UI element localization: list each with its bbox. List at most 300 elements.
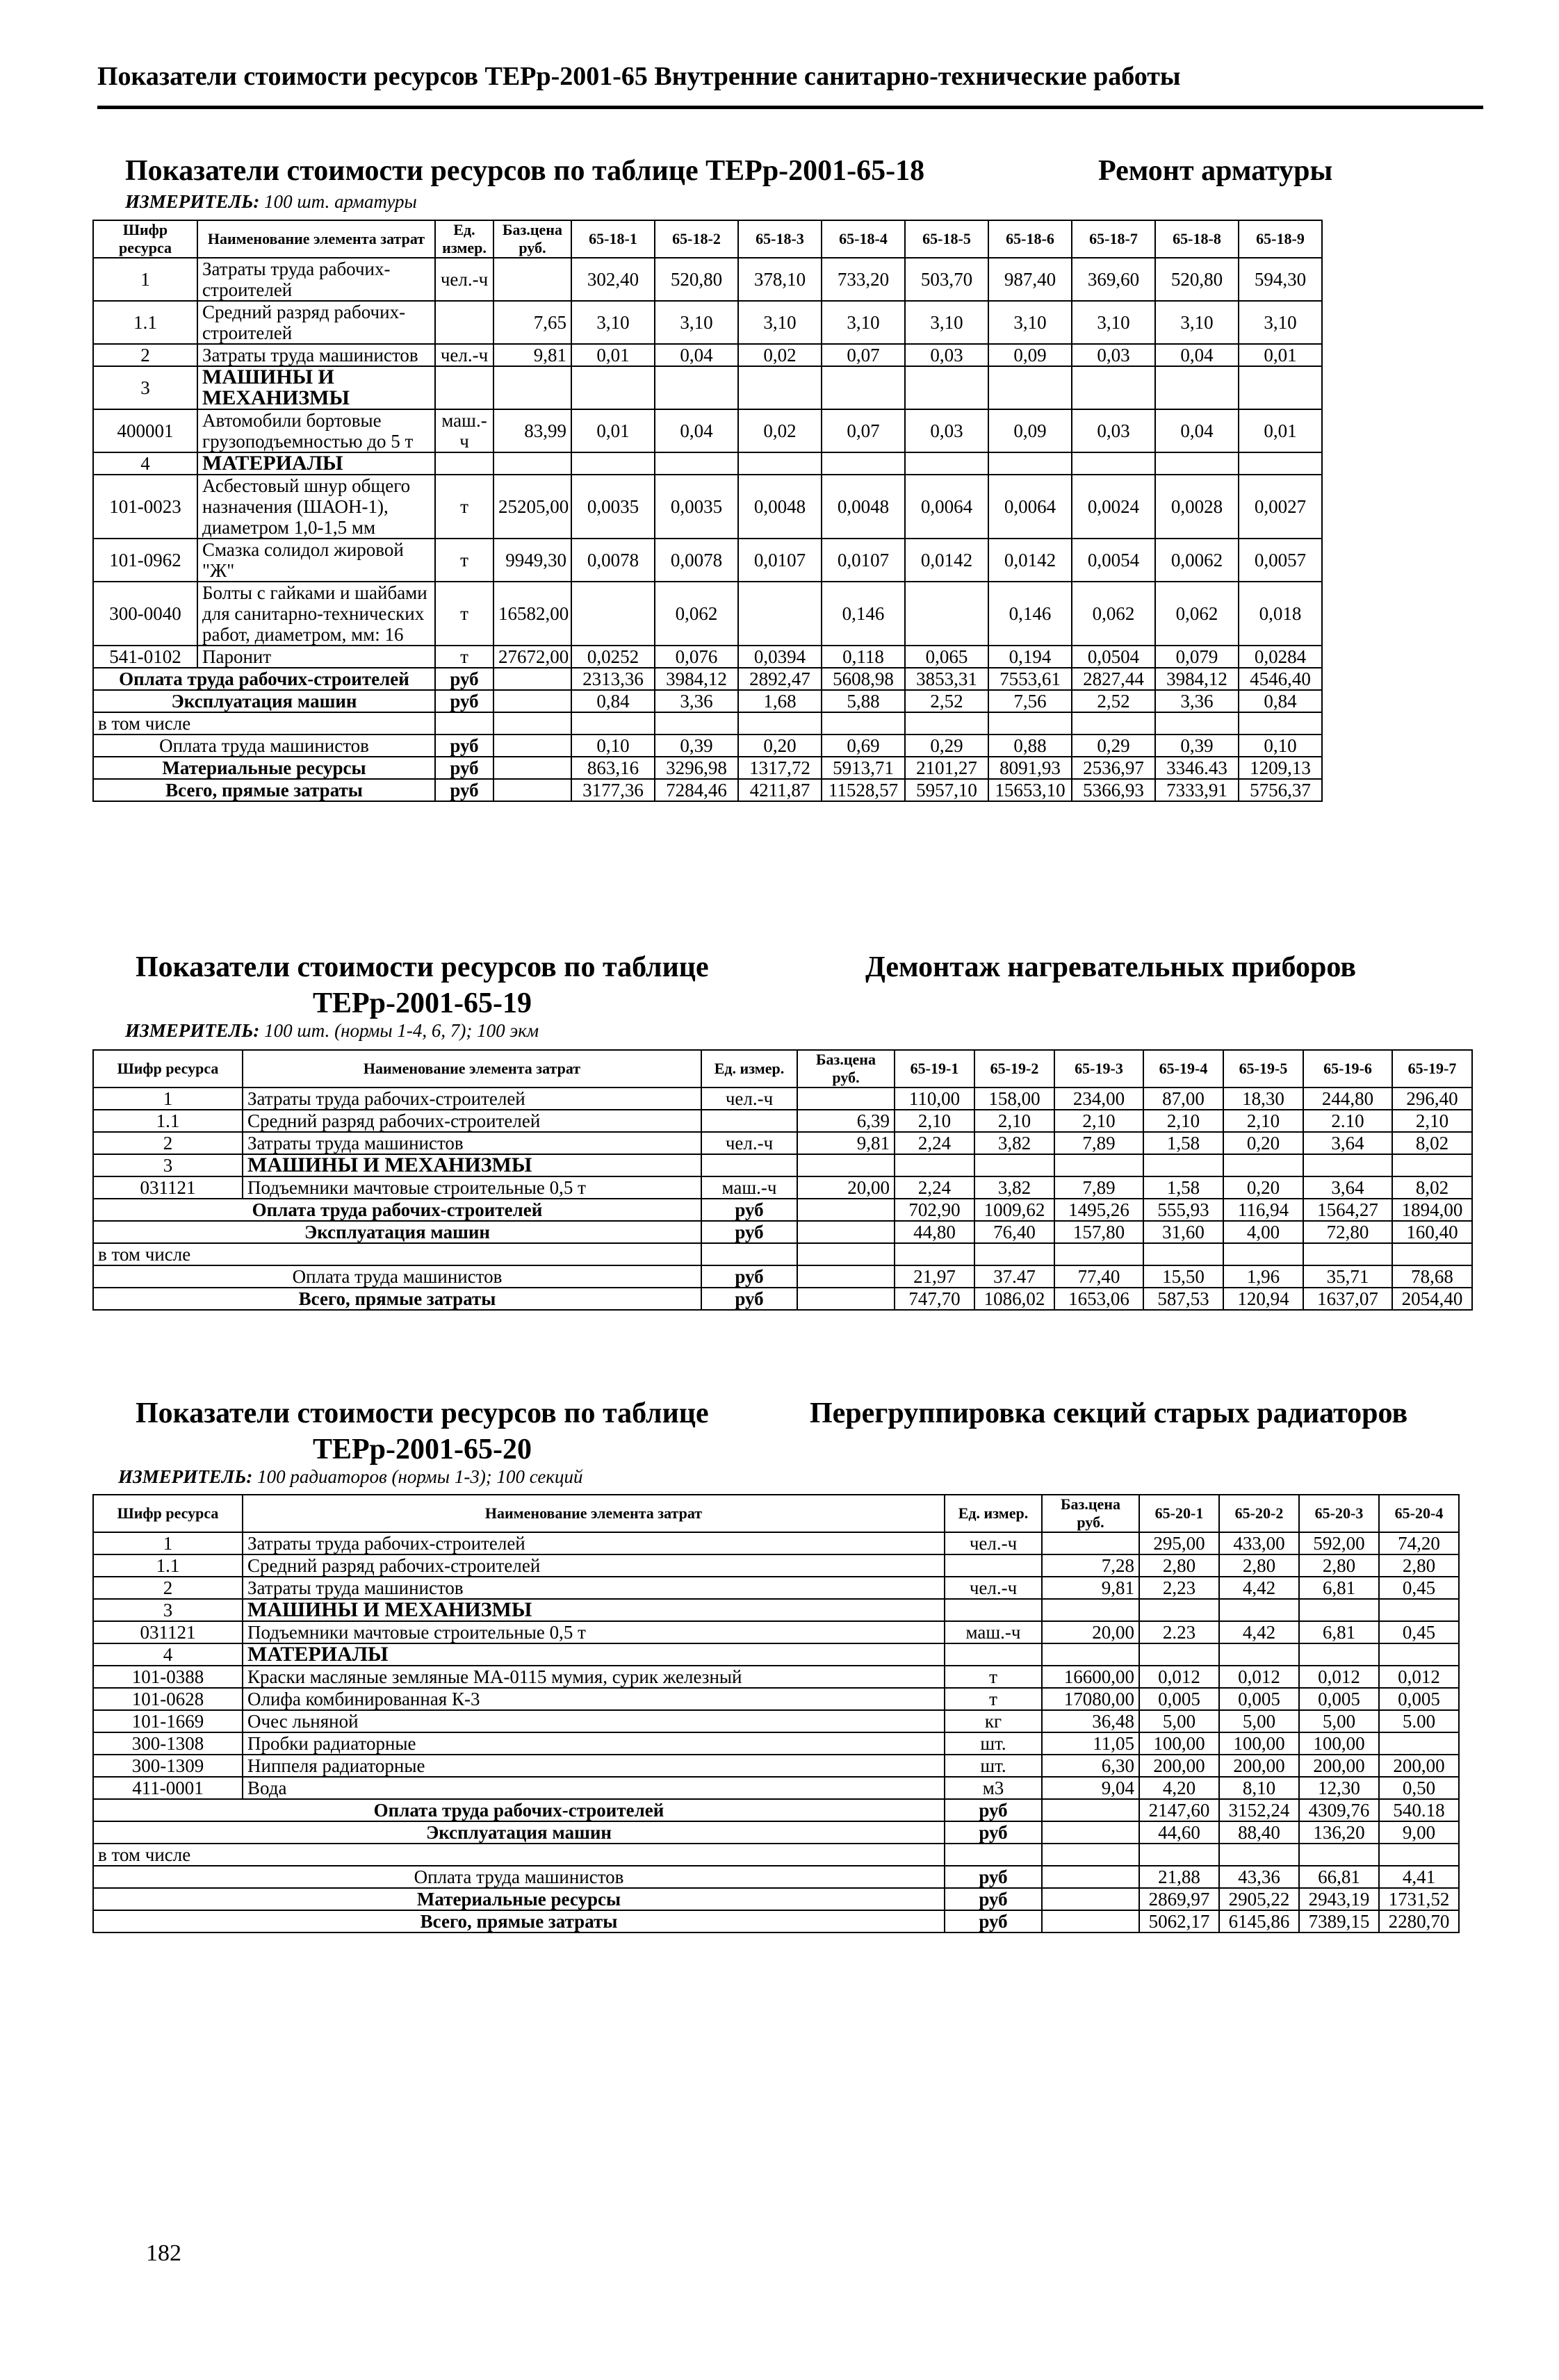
totals-label: Оплата труда машинистов [93,1866,945,1888]
totals-price-empty [1042,1799,1139,1821]
totals-value: 0,88 [988,734,1072,757]
table-row [93,1621,1459,1643]
totals-label: Эксплуатация машин [93,690,435,712]
norm-value [1155,366,1239,409]
section-19-subtitle: Демонтаж нагревательных приборов [865,951,1357,983]
norm-value: 100,00 [1219,1732,1299,1755]
column-header: Наименование элемента затрат [243,1050,701,1088]
norm-value: 0,194 [988,646,1072,668]
cost-element-name: Затраты труда машинистов [197,344,435,366]
norm-value: 3,10 [655,301,738,344]
norm-value: 2,10 [1054,1110,1143,1132]
unit: чел.-ч [945,1532,1042,1554]
totals-value: 5062,17 [1139,1910,1219,1932]
norm-value: 2,10 [895,1110,974,1132]
norm-value: 0,0107 [738,539,822,582]
totals-value: 2869,97 [1139,1888,1219,1910]
totals-unit: руб [945,1910,1042,1932]
totals-value: 5,88 [822,690,905,712]
norm-value: 12,30 [1299,1777,1379,1799]
norm-value: 433,00 [1219,1532,1299,1554]
norm-value: 234,00 [1054,1088,1143,1110]
totals-value: 7553,61 [988,668,1072,690]
totals-row [93,1221,1472,1243]
totals-value: 5957,10 [905,779,988,801]
column-header: Шифр ресурса [93,1050,243,1088]
unit: т [435,539,493,582]
norm-value: 200,00 [1299,1755,1379,1777]
totals-value: 2,52 [905,690,988,712]
totals-row [93,1866,1459,1888]
column-header: 65-19-4 [1143,1050,1223,1088]
norm-value [1219,1599,1299,1621]
unit: маш.-ч [701,1176,797,1199]
norm-value: 3,10 [1155,301,1239,344]
norm-value: 0,45 [1379,1621,1459,1643]
norm-value: 5,00 [1299,1710,1379,1732]
norm-value: 0,0057 [1239,539,1322,582]
cost-element-name: МАШИНЫ И МЕХАНИЗМЫ [197,366,435,409]
totals-price-empty [493,690,571,712]
totals-value: 5913,71 [822,757,905,779]
totals-value [738,712,822,734]
unit: чел.-ч [435,258,493,301]
totals-value: 3984,12 [655,668,738,690]
totals-value: 2536,97 [1072,757,1155,779]
norm-value: 0,0024 [1072,475,1155,539]
resource-code: 1.1 [93,1110,243,1132]
base-price: 20,00 [1042,1621,1139,1643]
totals-label: Всего, прямые затраты [93,1288,701,1310]
unit: т [945,1666,1042,1688]
norm-value: 0,45 [1379,1577,1459,1599]
norm-value: 0,0064 [988,475,1072,539]
totals-value: 136,20 [1299,1821,1379,1844]
norm-value [1139,1599,1219,1621]
norm-value [1219,1643,1299,1666]
norm-value [988,452,1072,475]
table-row [93,1532,1459,1554]
norm-value: 0,0078 [571,539,655,582]
table-65-18 [92,220,1323,802]
column-header: Баз.цена руб. [493,220,571,258]
totals-value: 0,29 [1072,734,1155,757]
totals-row [93,779,1322,801]
table-row [93,258,1322,301]
base-price: 25205,00 [493,475,571,539]
cost-element-name: Затраты труда машинистов [243,1577,945,1599]
totals-row [93,712,1322,734]
unit [435,301,493,344]
norm-value: 296,40 [1392,1088,1472,1110]
cost-element-name: Вода [243,1777,945,1799]
norm-value: 0,01 [571,409,655,452]
base-price: 6,30 [1042,1755,1139,1777]
totals-value: 4546,40 [1239,668,1322,690]
norm-value: 0,012 [1139,1666,1219,1688]
table-row [93,301,1322,344]
table-row [93,1176,1472,1199]
resource-code: 3 [93,366,197,409]
cost-element-name: МАТЕРИАЛЫ [243,1643,945,1666]
totals-unit: руб [945,1866,1042,1888]
unit [701,1154,797,1176]
unit: шт. [945,1755,1042,1777]
table-header-row [93,1050,1472,1088]
resource-code: 4 [93,452,197,475]
totals-unit [435,712,493,734]
table-row [93,1688,1459,1710]
norm-value [1379,1643,1459,1666]
section-20-meter: ИЗМЕРИТЕЛЬ: 100 радиаторов (нормы 1-3); 100 секций [118,1466,583,1487]
table-row [93,1132,1472,1154]
norm-value: 0,04 [655,344,738,366]
totals-row [93,1243,1472,1265]
norm-value [822,452,905,475]
totals-value [905,712,988,734]
totals-value: 1009,62 [974,1199,1054,1221]
totals-unit: руб [701,1265,797,1288]
norm-value: 3,64 [1303,1176,1392,1199]
base-price: 16582,00 [493,582,571,646]
norm-value: 5.00 [1379,1710,1459,1732]
totals-value [1379,1844,1459,1866]
column-header: 65-18-1 [571,220,655,258]
norm-value: 0,20 [1223,1176,1303,1199]
norm-value: 0,03 [1072,344,1155,366]
cost-element-name: Паронит [197,646,435,668]
norm-value: 0,04 [1155,409,1239,452]
totals-price-empty [493,668,571,690]
table-row [93,1643,1459,1666]
totals-value: 3177,36 [571,779,655,801]
totals-value: 0,10 [571,734,655,757]
totals-value: 157,80 [1054,1221,1143,1243]
resource-code: 2 [93,1577,243,1599]
totals-value: 1894,00 [1392,1199,1472,1221]
norm-value [738,582,822,646]
column-header: 65-19-5 [1223,1050,1303,1088]
column-header: 65-19-1 [895,1050,974,1088]
norm-value: 592,00 [1299,1532,1379,1554]
table-row [93,582,1322,646]
cost-element-name: Средний разряд рабочих-строителей [243,1110,701,1132]
norm-value: 2,24 [895,1176,974,1199]
base-price: 9949,30 [493,539,571,582]
resource-code: 1 [93,1532,243,1554]
column-header: Шифр ресурса [93,220,197,258]
totals-value: 2892,47 [738,668,822,690]
norm-value: 5,00 [1139,1710,1219,1732]
table-65-19 [92,1049,1473,1311]
base-price: 7,28 [1042,1554,1139,1577]
totals-value: 7,56 [988,690,1072,712]
norm-value: 8,10 [1219,1777,1299,1799]
totals-row [93,668,1322,690]
totals-value [1239,712,1322,734]
totals-value: 3,36 [1155,690,1239,712]
resource-code: 101-0023 [93,475,197,539]
table-header-row [93,1495,1459,1532]
norm-value: 0,07 [822,344,905,366]
norm-value: 0,0035 [571,475,655,539]
norm-value [571,582,655,646]
norm-value: 0,076 [655,646,738,668]
table-row [93,1666,1459,1688]
norm-value [738,452,822,475]
totals-value [1299,1844,1379,1866]
cost-element-name: МАШИНЫ И МЕХАНИЗМЫ [243,1599,945,1621]
totals-label: Оплата труда рабочих-строителей [93,1799,945,1821]
totals-value [822,712,905,734]
norm-value: 0,03 [905,409,988,452]
norm-value: 3,10 [822,301,905,344]
norm-value: 0,079 [1155,646,1239,668]
totals-value: 1564,27 [1303,1199,1392,1221]
norm-value: 0,012 [1219,1666,1299,1688]
unit: чел.-ч [945,1577,1042,1599]
norm-value: 4,20 [1139,1777,1219,1799]
cost-element-name: Подъемники мачтовые строительные 0,5 т [243,1621,945,1643]
totals-label: в том числе [93,712,435,734]
resource-code: 2 [93,344,197,366]
totals-price-empty [797,1243,895,1265]
unit: чел.-ч [701,1132,797,1154]
norm-value [1303,1154,1392,1176]
totals-value: 0,10 [1239,734,1322,757]
resource-code: 411-0001 [93,1777,243,1799]
totals-value: 44,80 [895,1221,974,1243]
column-header: Ед. измер. [945,1495,1042,1532]
norm-value: 0,0035 [655,475,738,539]
norm-value: 520,80 [655,258,738,301]
norm-value: 200,00 [1219,1755,1299,1777]
cost-element-name: Затраты труда рабочих-строителей [243,1532,945,1554]
unit [701,1110,797,1132]
base-price: 27672,00 [493,646,571,668]
cost-element-name: Ниппеля радиаторные [243,1755,945,1777]
unit: чел.-ч [701,1088,797,1110]
totals-row [93,1821,1459,1844]
table-row [93,1777,1459,1799]
totals-value: 3296,98 [655,757,738,779]
column-header: 65-19-3 [1054,1050,1143,1088]
totals-value: 6145,86 [1219,1910,1299,1932]
totals-unit: руб [945,1821,1042,1844]
base-price: 20,00 [797,1176,895,1199]
norm-value [1299,1599,1379,1621]
totals-value: 2313,36 [571,668,655,690]
column-header: 65-20-2 [1219,1495,1299,1532]
table-row [93,1599,1459,1621]
totals-price-empty [493,734,571,757]
norm-value [1072,452,1155,475]
totals-value: 66,81 [1299,1866,1379,1888]
totals-value: 21,97 [895,1265,974,1288]
totals-value: 5366,93 [1072,779,1155,801]
totals-value: 2054,40 [1392,1288,1472,1310]
totals-value: 2101,27 [905,757,988,779]
totals-label: Оплата труда рабочих-строителей [93,1199,701,1221]
totals-value: 76,40 [974,1221,1054,1243]
totals-value: 2905,22 [1219,1888,1299,1910]
totals-value: 1086,02 [974,1288,1054,1310]
totals-row [93,1199,1472,1221]
norm-value: 3,10 [738,301,822,344]
totals-value: 1,68 [738,690,822,712]
norm-value: 3,10 [571,301,655,344]
base-price [1042,1643,1139,1666]
norm-value: 520,80 [1155,258,1239,301]
norm-value: 2,10 [1223,1110,1303,1132]
norm-value: 0,0054 [1072,539,1155,582]
cost-element-name: Автомобили бортовые грузоподъемностью до 5 т [197,409,435,452]
unit [945,1599,1042,1621]
table-row [93,1110,1472,1132]
totals-unit: руб [701,1221,797,1243]
totals-label: Эксплуатация машин [93,1821,945,1844]
totals-value [1072,712,1155,734]
base-price: 36,48 [1042,1710,1139,1732]
unit: кг [945,1710,1042,1732]
totals-label: Эксплуатация машин [93,1221,701,1243]
resource-code: 300-0040 [93,582,197,646]
header-divider [97,106,1483,109]
norm-value: 0,005 [1219,1688,1299,1710]
unit: шт. [945,1732,1042,1755]
totals-unit: руб [701,1288,797,1310]
norm-value: 2,80 [1299,1554,1379,1577]
norm-value [738,366,822,409]
table-row [93,452,1322,475]
cost-element-name: Подъемники мачтовые строительные 0,5 т [243,1176,701,1199]
norm-value [571,366,655,409]
column-header: 65-18-7 [1072,220,1155,258]
totals-value: 0,84 [1239,690,1322,712]
totals-row [93,1288,1472,1310]
norm-value: 110,00 [895,1088,974,1110]
totals-unit: руб [945,1888,1042,1910]
unit: маш.-ч [945,1621,1042,1643]
totals-value [1303,1243,1392,1265]
table-row [93,1755,1459,1777]
norm-value: 7,89 [1054,1176,1143,1199]
norm-value: 0,01 [571,344,655,366]
unit: м3 [945,1777,1042,1799]
norm-value: 0,0048 [822,475,905,539]
totals-price-empty [1042,1821,1139,1844]
norm-value: 0,02 [738,344,822,366]
column-header: 65-19-6 [1303,1050,1392,1088]
base-price: 11,05 [1042,1732,1139,1755]
norm-value [974,1154,1054,1176]
norm-value: 6,81 [1299,1621,1379,1643]
norm-value [1072,366,1155,409]
column-header: Наименование элемента затрат [243,1495,945,1532]
table-row [93,1088,1472,1110]
totals-value: 2147,60 [1139,1799,1219,1821]
norm-value: 87,00 [1143,1088,1223,1110]
norm-value: 8,02 [1392,1132,1472,1154]
norm-value: 2,24 [895,1132,974,1154]
norm-value: 0,0142 [988,539,1072,582]
totals-value [1219,1844,1299,1866]
table-row [93,646,1322,668]
norm-value: 74,20 [1379,1532,1459,1554]
norm-value [1143,1154,1223,1176]
norm-value: 0,03 [1072,409,1155,452]
norm-value: 0,02 [738,409,822,452]
totals-price-empty [797,1265,895,1288]
totals-value: 587,53 [1143,1288,1223,1310]
table-row [93,539,1322,582]
norm-value: 0,0394 [738,646,822,668]
totals-value: 2943,19 [1299,1888,1379,1910]
totals-value: 4211,87 [738,779,822,801]
totals-value: 5608,98 [822,668,905,690]
column-header: 65-18-6 [988,220,1072,258]
unit [435,366,493,409]
norm-value [905,366,988,409]
section-18-subtitle: Ремонт арматуры [1098,155,1333,187]
norm-value: 0,0028 [1155,475,1239,539]
column-header: 65-18-5 [905,220,988,258]
norm-value [905,452,988,475]
totals-value: 555,93 [1143,1199,1223,1221]
norm-value: 0,01 [1239,344,1322,366]
totals-value: 0,39 [1155,734,1239,757]
totals-value: 0,29 [905,734,988,757]
resource-code: 1.1 [93,1554,243,1577]
resource-code: 031121 [93,1176,243,1199]
base-price [797,1088,895,1110]
totals-label: Материальные ресурсы [93,1888,945,1910]
totals-label: Оплата труда рабочих-строителей [93,668,435,690]
norm-value: 0,04 [1155,344,1239,366]
norm-value [1392,1154,1472,1176]
norm-value: 2,80 [1379,1554,1459,1577]
norm-value: 295,00 [1139,1532,1219,1554]
totals-value: 15653,10 [988,779,1072,801]
totals-value: 120,94 [1223,1288,1303,1310]
norm-value: 1,58 [1143,1176,1223,1199]
cost-element-name: Очес льняной [243,1710,945,1732]
norm-value: 0,146 [988,582,1072,646]
column-header: 65-19-2 [974,1050,1054,1088]
totals-value: 702,90 [895,1199,974,1221]
norm-value: 0,0142 [905,539,988,582]
totals-value: 3984,12 [1155,668,1239,690]
totals-unit: руб [435,757,493,779]
base-price: 16600,00 [1042,1666,1139,1688]
resource-code: 300-1308 [93,1732,243,1755]
totals-price-empty [1042,1866,1139,1888]
norm-value: 369,60 [1072,258,1155,301]
totals-value [1155,712,1239,734]
norm-value: 100,00 [1299,1732,1379,1755]
norm-value: 0,0284 [1239,646,1322,668]
totals-value: 1653,06 [1054,1288,1143,1310]
norm-value: 0,0062 [1155,539,1239,582]
norm-value [1239,452,1322,475]
totals-label: в том числе [93,1243,701,1265]
totals-unit [701,1243,797,1265]
norm-value [655,366,738,409]
totals-value: 540.18 [1379,1799,1459,1821]
norm-value: 158,00 [974,1088,1054,1110]
norm-value: 0,018 [1239,582,1322,646]
norm-value: 0,005 [1139,1688,1219,1710]
